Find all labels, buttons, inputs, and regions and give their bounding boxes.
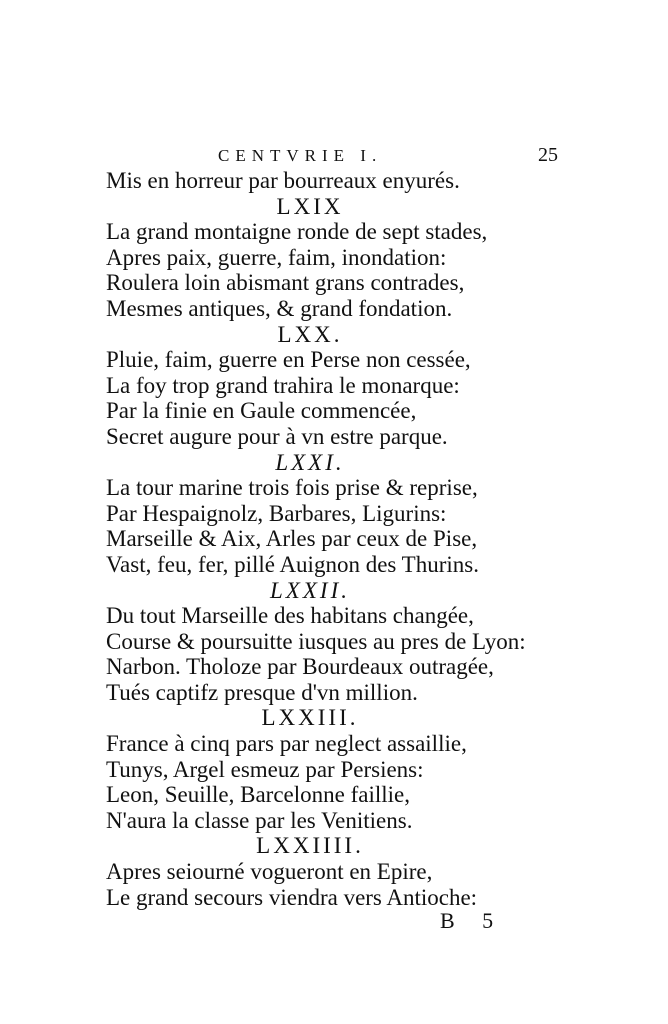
- verse-line: Secret augure pour à vn estre parque.: [106, 423, 448, 449]
- verse-line: Apres paix, guerre, faim, inondation:: [106, 244, 447, 270]
- verse-line: N'aura la classe par les Venitiens.: [106, 807, 413, 833]
- verse-line: La tour marine trois fois prise & reprise,: [106, 475, 478, 501]
- running-title: CENTVRIE I.: [218, 146, 383, 165]
- quatrain-text-block: [106, 168, 536, 910]
- running-head: [0, 146, 668, 170]
- verse-line: Apres seiourné vogueront en Epire,: [106, 859, 433, 885]
- verse-line: Roulera loin abismant grans contrades,: [106, 270, 465, 296]
- verse-line: Tués captifz presque d'vn million.: [106, 679, 418, 705]
- quatrain-number: LXXI.: [275, 449, 345, 475]
- verse-line: France à cinq pars par neglect assaillie,: [106, 731, 467, 757]
- quatrain-number: LXXII.: [270, 577, 350, 603]
- verse-line: Le grand secours viendra vers Antioche:: [106, 884, 478, 910]
- signature-mark: B 5: [440, 908, 494, 933]
- verse-line: Mesmes antiques, & grand fondation.: [106, 295, 453, 321]
- verse-line: Leon, Seuille, Barcelonne faillie,: [106, 782, 410, 808]
- verse-line: Par Hespaignolz, Barbares, Ligurins:: [106, 500, 447, 526]
- verse-line: Pluie, faim, guerre en Perse non cessée,: [106, 347, 471, 373]
- quatrain-number: LXX.: [277, 321, 343, 347]
- quatrain-number: LXXIII.: [261, 705, 359, 731]
- page-number: 25: [538, 144, 558, 166]
- verse-line: Vast, feu, fer, pillé Auignon des Thurins.: [106, 551, 479, 577]
- verse-line: Marseille & Aix, Arles par ceux de Pise,: [106, 526, 478, 552]
- quatrain-number: LXIX: [276, 193, 344, 219]
- verse-line: La grand montaigne ronde de sept stades,: [106, 219, 488, 245]
- verse-line: Narbon. Tholoze par Bourdeaux outragée,: [106, 654, 494, 680]
- verse-line: La foy trop grand trahira le monarque:: [106, 372, 460, 398]
- quatrain-number: LXXIIII.: [256, 833, 364, 859]
- verse-line: Tunys, Argel esmeuz par Persiens:: [106, 756, 424, 782]
- verse-line: Du tout Marseille des habitans changée,: [106, 603, 474, 629]
- verse-line: Par la finie en Gaule commencée,: [106, 398, 417, 424]
- verse-line: Course & poursuitte iusques au pres de Lyon:: [106, 628, 526, 654]
- verse-line: Mis en horreur par bourreaux enyurés.: [106, 168, 460, 193]
